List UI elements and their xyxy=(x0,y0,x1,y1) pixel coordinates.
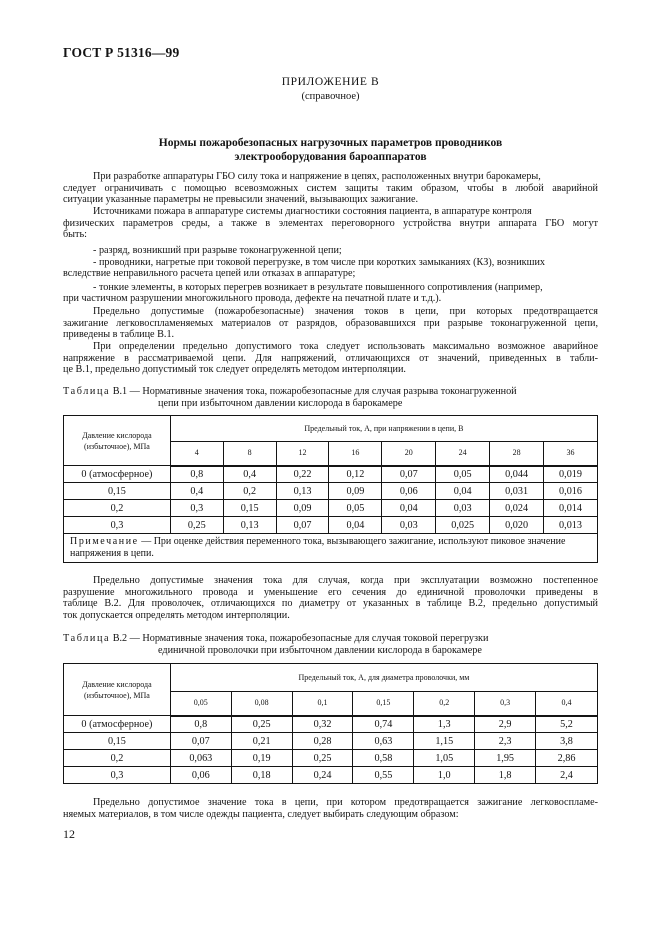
table1-cell: 0,3 xyxy=(170,500,223,517)
table1-cell: 0,03 xyxy=(436,500,490,517)
paragraph-line: приведены в таблице В.1. xyxy=(63,329,175,340)
paragraph-line: напряжение в рассматриваемой цепи. Для напряжений, отличающихся от значений, приведенных в табли- xyxy=(63,353,598,364)
table1-cell: 0,8 xyxy=(170,466,223,483)
paragraph-line: це В.1, предельно допустимый ток следует определять методом интерполяции. xyxy=(63,364,406,375)
paragraph-line: Предельно допустимые значения тока для случая, когда при эксплуатации возможно постепенное xyxy=(93,575,598,586)
table1-cell: 0,15 xyxy=(223,500,276,517)
table2-caption-text: В.2 — Нормативные значения тока, пожаробезопасные для случая токовой перегрузки xyxy=(112,633,489,644)
table2-cell: 1,0 xyxy=(414,767,475,784)
table1-cell: 0,016 xyxy=(544,483,598,500)
table1-cell: 0,07 xyxy=(382,466,436,483)
table1-note-text: — При оценке действия переменного тока, вызывающего зажигание, используют пиковое значение напряжения в цепи. xyxy=(70,536,566,559)
table2-cell: 0,74 xyxy=(353,716,414,733)
standard-number: ГОСТ Р 51316—99 xyxy=(63,45,180,60)
table2-cell: 0,32 xyxy=(292,716,353,733)
table1-cell: 0,05 xyxy=(329,500,382,517)
table2-cell: 3,8 xyxy=(536,733,598,750)
table1-column-header: 12 xyxy=(276,442,329,466)
list-item: вследствие неправильного расчета цепей или отказах в аппаратуре; xyxy=(63,268,356,279)
list-item: - разряд, возникший при разрыве токонагруженной цепи; xyxy=(93,245,342,256)
list-item: - проводники, нагретые при токовой перегрузке, в том числе при коротких замыканиях (КЗ), возникших xyxy=(93,257,546,268)
table2-cell: 0,21 xyxy=(231,733,292,750)
table2-column-header: 0,05 xyxy=(170,692,231,716)
table1-cell: 0,044 xyxy=(490,466,544,483)
table-row xyxy=(64,500,598,517)
table2-caption-line2: единичной проволочки при избыточном давлении кислорода в барокамере xyxy=(158,645,482,656)
table-row xyxy=(64,517,598,534)
table2-cell: 1,05 xyxy=(414,750,475,767)
table2-cell: 1,15 xyxy=(414,733,475,750)
paragraph-line: зажигание легковоспламеняемых материалов от разрядов, образовавшихся при разрыве токонагруженной цепи, xyxy=(63,318,598,329)
table1-cell: 0,014 xyxy=(544,500,598,517)
table1-row-label: 0,3 xyxy=(64,517,171,534)
table2-caption xyxy=(63,633,488,645)
table1-note-label: Примечание xyxy=(70,536,139,547)
table2-cell: 0,63 xyxy=(353,733,414,750)
section-heading-line-2: электрооборудования бароаппаратов xyxy=(234,151,427,163)
table1-cell: 0,04 xyxy=(382,500,436,517)
table1-column-header: 16 xyxy=(329,442,382,466)
table2-row-label: 0,3 xyxy=(64,767,171,784)
table1-cell: 0,013 xyxy=(544,517,598,534)
table1-cell: 0,4 xyxy=(170,483,223,500)
table2-col0-header: Давление кислорода (избыточное), МПа xyxy=(64,664,171,716)
table1-cell: 0,031 xyxy=(490,483,544,500)
paragraph-line: следует ограничивать с помощью всевозможных систем защиты таким образом, чтобы в любой аварийной xyxy=(63,183,598,194)
table1-cell: 0,04 xyxy=(329,517,382,534)
table1-cell: 0,13 xyxy=(223,517,276,534)
paragraph-line: Источниками пожара в аппаратуре системы диагностики состояния пациента, в аппаратуре контроля xyxy=(93,206,532,217)
list-item: - тонкие элементы, в которых перегрев возникает в результате повышенного сопротивления (например, xyxy=(93,282,543,293)
table1-cell: 0,2 xyxy=(223,483,276,500)
paragraph-line: разрушение многожильного провода и уменьшение его сечения до единичной проволочки приведены в xyxy=(63,587,598,598)
paragraph-line: Предельно допустимое значение тока в цепи, при котором предотвращается зажигание легковоспламе- xyxy=(93,797,598,808)
table-row xyxy=(64,716,598,733)
table2-cell: 0,063 xyxy=(170,750,231,767)
paragraph-line: ситуации указанные параметры не превысили значений, вызывающих зажигание. xyxy=(63,194,419,205)
table1-column-header: 8 xyxy=(223,442,276,466)
table2-cell: 0,07 xyxy=(170,733,231,750)
table2-caption-label: Таблица xyxy=(63,633,111,644)
page-number: 12 xyxy=(63,827,75,841)
table1-caption-line2: цепи при избыточном давлении кислорода в барокамере xyxy=(158,398,403,409)
table2-cell: 1,95 xyxy=(475,750,536,767)
paragraph-line: Предельно допустимые (пожаробезопасные) значения токов в цепи, при которых предотвращается xyxy=(93,306,598,317)
table1-column-header: 20 xyxy=(382,442,436,466)
section-heading-line-1: Нормы пожаробезопасных нагрузочных параметров проводников xyxy=(158,137,503,149)
table2-cell: 0,25 xyxy=(231,716,292,733)
paragraph-line: ток допускается определять методом интерполяции. xyxy=(63,610,290,621)
table2-cell: 0,55 xyxy=(353,767,414,784)
table1-cell: 0,12 xyxy=(329,466,382,483)
table2-cell: 2,86 xyxy=(536,750,598,767)
table2-column-header: 0,2 xyxy=(414,692,475,716)
table1-caption-label: Таблица xyxy=(63,386,111,397)
table2-cell: 1,3 xyxy=(414,716,475,733)
table1-cell: 0,04 xyxy=(436,483,490,500)
table1-column-header: 24 xyxy=(436,442,490,466)
table1-cell: 0,025 xyxy=(436,517,490,534)
table2-cell: 0,19 xyxy=(231,750,292,767)
table1-column-header: 4 xyxy=(170,442,223,466)
table2-column-header: 0,15 xyxy=(353,692,414,716)
table1-cell: 0,09 xyxy=(276,500,329,517)
table2-group-header: Предельный ток, А, для диаметра проволочки, мм xyxy=(170,664,597,692)
table1-cell: 0,03 xyxy=(382,517,436,534)
table1-group-header: Предельный ток, А, при напряжении в цепи, В xyxy=(170,416,597,442)
paragraph-line: физических параметров среды, а также в элементах переговорного устройства внутри аппарата ГБО могут xyxy=(63,218,598,229)
list-item: при частичном разрушении многожильного провода, дефекте на печатной плате и т.д.). xyxy=(63,293,442,304)
table-row xyxy=(64,733,598,750)
table2-column-header: 0,4 xyxy=(536,692,598,716)
table2-cell: 0,25 xyxy=(292,750,353,767)
table1-row-label: 0,15 xyxy=(64,483,171,500)
table2-cell: 0,18 xyxy=(231,767,292,784)
table1-col0-header: Давление кислорода (избыточное), МПа xyxy=(64,416,171,466)
paragraph-line: няемых материалов, в том числе одежды пациента, следует выбирать следующим образом: xyxy=(63,809,459,820)
table1-cell: 0,020 xyxy=(490,517,544,534)
table-row xyxy=(64,466,598,483)
table2-cell: 0,58 xyxy=(353,750,414,767)
table1-cell: 0,024 xyxy=(490,500,544,517)
table1-caption-text: В.1 — Нормативные значения тока, пожаробезопасные для случая разрыва токонагруженной xyxy=(112,386,517,397)
table1-caption xyxy=(63,386,517,398)
table1-cell: 0,05 xyxy=(436,466,490,483)
table2-cell: 2,4 xyxy=(536,767,598,784)
table2-cell: 2,9 xyxy=(475,716,536,733)
table1-cell: 0,06 xyxy=(382,483,436,500)
table1-cell: 0,22 xyxy=(276,466,329,483)
table-row xyxy=(64,483,598,500)
table2-cell: 1,8 xyxy=(475,767,536,784)
table-row xyxy=(64,750,598,767)
table2-cell: 0,28 xyxy=(292,733,353,750)
appendix-title: ПРИЛОЖЕНИЕ В xyxy=(281,76,380,88)
table2-row-label: 0 (атмосферное) xyxy=(64,716,171,733)
table2 xyxy=(63,663,598,784)
table1-column-header: 36 xyxy=(544,442,598,466)
table2-cell: 2,3 xyxy=(475,733,536,750)
paragraph-line: При определении предельно допустимого тока следует использовать максимально возможное аварийное xyxy=(93,341,598,352)
table2-cell: 5,2 xyxy=(536,716,598,733)
table2-column-header: 0,08 xyxy=(231,692,292,716)
table1-cell: 0,4 xyxy=(223,466,276,483)
table2-cell: 0,24 xyxy=(292,767,353,784)
table1-cell: 0,13 xyxy=(276,483,329,500)
paragraph-line: таблице В.2. Для проволочек, отличающихся по диаметру от указанных в таблице В.2, предельно допустимый xyxy=(63,598,598,609)
table1-note xyxy=(64,534,598,563)
table-row xyxy=(64,767,598,784)
table1-row-label: 0,2 xyxy=(64,500,171,517)
table2-cell: 0,8 xyxy=(170,716,231,733)
table1-row-label: 0 (атмосферное) xyxy=(64,466,171,483)
appendix-subtitle: (справочное) xyxy=(301,91,360,102)
table2-column-header: 0,3 xyxy=(475,692,536,716)
table2-row-label: 0,2 xyxy=(64,750,171,767)
table2-column-header: 0,1 xyxy=(292,692,353,716)
table1-column-header: 28 xyxy=(490,442,544,466)
table1-cell: 0,25 xyxy=(170,517,223,534)
table1-cell: 0,07 xyxy=(276,517,329,534)
table1-cell: 0,09 xyxy=(329,483,382,500)
paragraph-line: При разработке аппаратуры ГБО силу тока и напряжение в цепях, расположенных внутри барокамеры, xyxy=(93,171,541,182)
table2-cell: 0,06 xyxy=(170,767,231,784)
table1 xyxy=(63,415,598,563)
paragraph-line: быть: xyxy=(63,229,87,240)
table1-cell: 0,019 xyxy=(544,466,598,483)
table2-row-label: 0,15 xyxy=(64,733,171,750)
